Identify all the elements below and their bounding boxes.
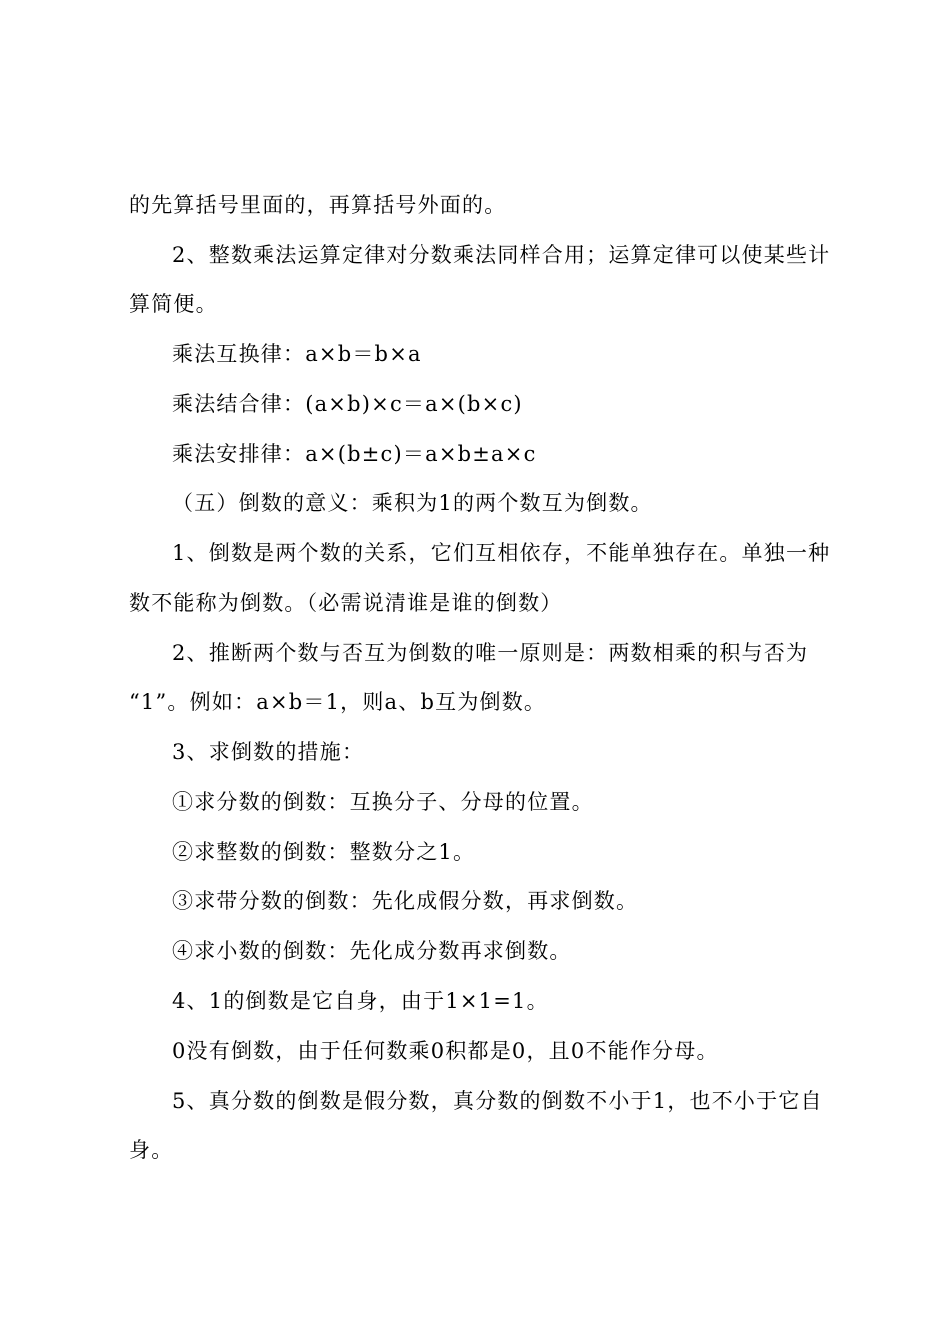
- text-line: 算简便。: [129, 292, 218, 316]
- text-line: 的先算括号里面的，再算括号外面的。: [129, 193, 507, 217]
- text-line: 身。: [129, 1138, 174, 1162]
- text-line: 乘法结合律：(a×b)×c＝a×(b×c): [172, 392, 523, 416]
- list-item: ③求带分数的倒数：先化成假分数，再求倒数。: [172, 889, 639, 913]
- text-line: 3、求倒数的措施：: [172, 740, 365, 764]
- text-line: “1”。例如：a×b＝1，则a、b互为倒数。: [129, 690, 547, 714]
- list-item: ④求小数的倒数：先化成分数再求倒数。: [172, 939, 572, 963]
- list-item: ②求整数的倒数：整数分之1。: [172, 840, 476, 864]
- text-line: 0没有倒数，由于任何数乘0积都是0，且0不能作分母。: [172, 1039, 719, 1063]
- text-line: 1、倒数是两个数的关系，它们互相依存，不能单独存在。单独一种: [172, 541, 831, 565]
- text-line: 4、1的倒数是它自身，由于1×1=1。: [172, 989, 549, 1013]
- text-line: 乘法安排律：a×(b±c)＝a×b±a×c: [172, 442, 537, 466]
- list-item: ①求分数的倒数：互换分子、分母的位置。: [172, 790, 594, 814]
- text-line: 乘法互换律：a×b＝b×a: [172, 342, 422, 366]
- section-heading: （五）倒数的意义：乘积为1的两个数互为倒数。: [172, 491, 653, 515]
- text-line: 数不能称为倒数。（必需说清谁是谁的倒数）: [129, 591, 563, 615]
- text-line: 5、真分数的倒数是假分数，真分数的倒数不小于1，也不小于它自: [172, 1089, 823, 1113]
- text-line: 2、整数乘法运算定律对分数乘法同样合用；运算定律可以使某些计: [172, 243, 831, 267]
- text-line: 2、推断两个数与否互为倒数的唯一原则是：两数相乘的积与否为: [172, 641, 809, 665]
